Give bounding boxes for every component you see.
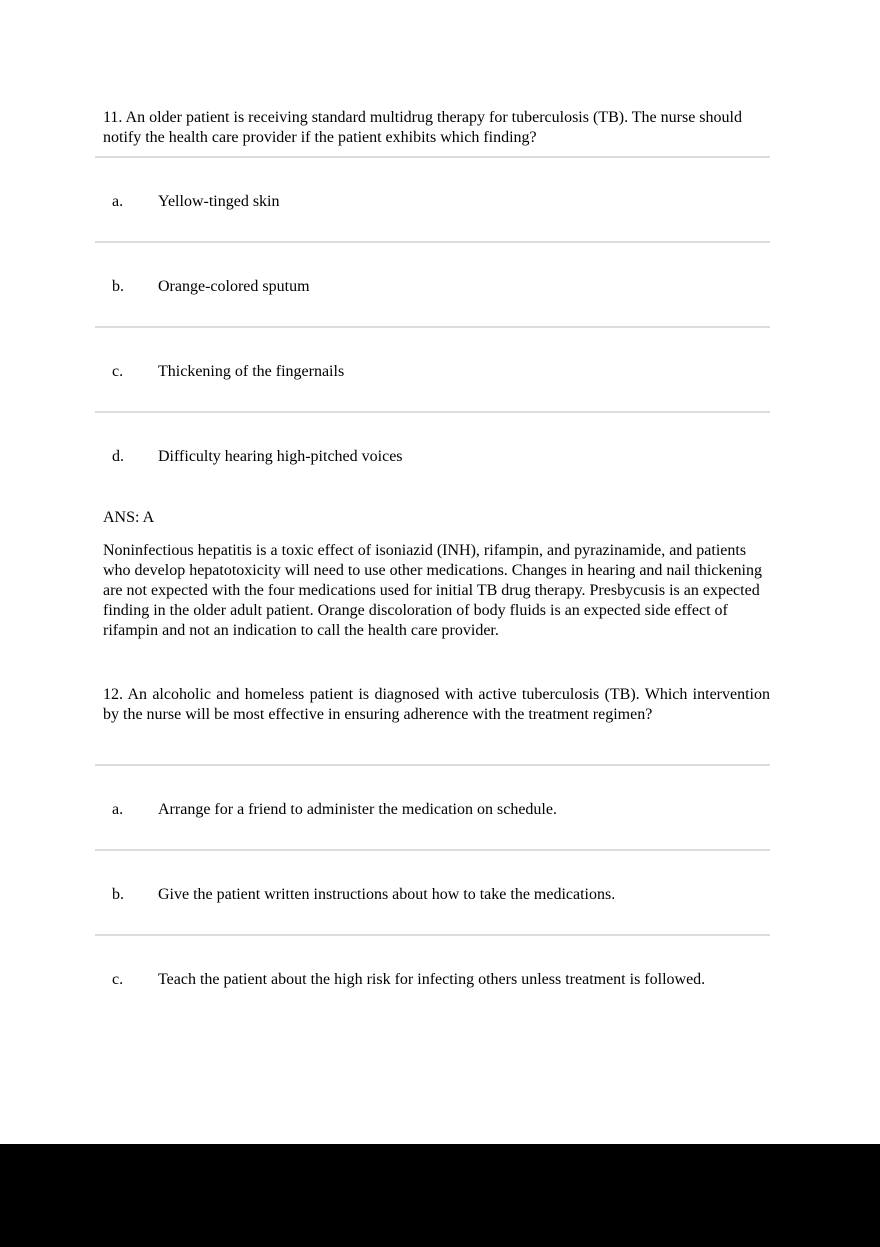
option-text: Orange-colored sputum <box>158 278 310 295</box>
option-row <box>95 411 770 496</box>
option-text: Thickening of the fingernails <box>158 363 345 380</box>
option-text: Yellow-tinged skin <box>158 193 280 210</box>
document-content <box>95 0 770 1019</box>
question-body: An older patient is receiving standard multidrug therapy for tuberculosis (TB). The nurse should notify the health care provider if the patient exhibits which finding? <box>103 109 742 146</box>
question-block-12 <box>95 685 770 1019</box>
option-row <box>95 849 770 934</box>
options-list <box>95 764 770 1019</box>
page-bottom-bar <box>0 1144 880 1247</box>
option-letter: a. <box>112 801 124 818</box>
question-body: An alcoholic and homeless patient is diagnosed with active tuberculosis (TB). Which intervention by the nurse will be most effective in ensuring adherence with the treatment regimen? <box>103 686 770 723</box>
option-letter: b. <box>112 278 124 295</box>
option-letter: d. <box>112 448 124 465</box>
option-letter: a. <box>112 193 124 210</box>
option-text: Arrange for a friend to administer the medication on schedule. <box>158 801 557 818</box>
option-row <box>95 326 770 411</box>
answer-label: ANS: A <box>103 509 155 526</box>
question-text <box>103 685 770 725</box>
option-letter: b. <box>112 886 124 903</box>
option-row <box>95 934 770 1019</box>
question-text <box>103 108 770 148</box>
question-number: 11. <box>103 109 123 126</box>
option-row <box>95 764 770 849</box>
option-row <box>95 241 770 326</box>
question-block-11 <box>95 108 770 641</box>
options-list <box>95 156 770 496</box>
option-letter: c. <box>112 363 124 380</box>
option-letter: c. <box>112 971 124 988</box>
option-row <box>95 156 770 241</box>
option-text: Difficulty hearing high-pitched voices <box>158 448 403 465</box>
question-number: 12. <box>103 686 123 703</box>
answer-rationale: Noninfectious hepatitis is a toxic effect of isoniazid (INH), rifampin, and pyrazinamide, and patients who develop hepatotoxicity will need to use other medications. Changes in hearing and nail thickening are not expected with the four medications used for initial TB drug therapy. Presbycusis is an expected finding in the older adult patient. Orange discoloration of body fluids is an expected side effect of rifampin and not an indication to call the health care provider. <box>103 542 762 639</box>
option-text: Teach the patient about the high risk for infecting others unless treatment is followed. <box>158 971 706 988</box>
option-text: Give the patient written instructions about how to take the medications. <box>158 886 616 903</box>
